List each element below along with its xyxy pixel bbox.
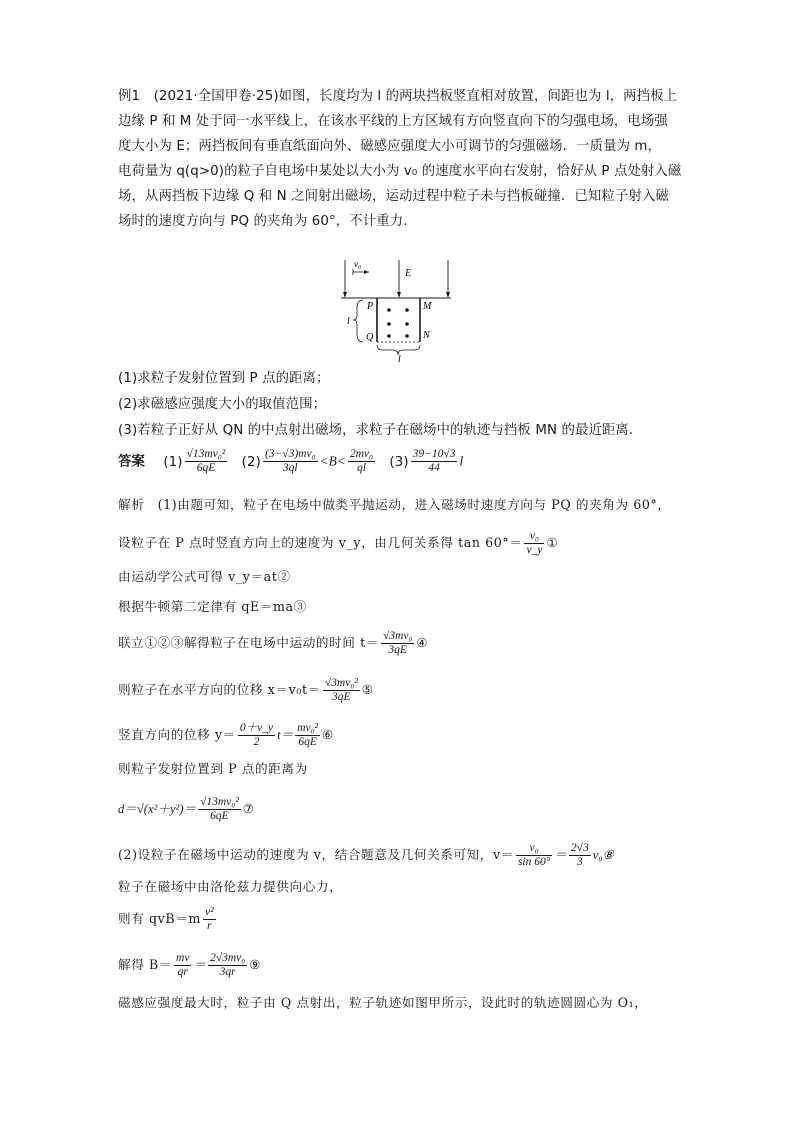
solution-line-14: 磁感应强度最大时，粒子由 Q 点射出，粒子轨迹如图甲所示，设此时的轨迹圆圆心为 O₁， xyxy=(118,995,648,1010)
solution-line-8: 则粒子发射位置到 P 点的距离为 xyxy=(118,761,308,776)
solution-line-9: d＝√(x²＋y²)＝ $\frac{\text{√13mv₀²}}{6qE}$ ⑦ xyxy=(118,796,255,822)
solution-line-7: 竖直方向的位移 y＝ $\frac{0+v\_y}{2}$ t＝ $\frac{\text{mv₀²}}{6qE}$ ⑥ xyxy=(118,722,334,748)
solution-line-11: 粒子在磁场中由洛伦兹力提供向心力， xyxy=(118,879,343,894)
answer-part-2: (2) xyxy=(241,454,261,470)
problem-line-6: 场时的速度方向与 PQ 的夹角为 60°，不计重力． xyxy=(118,214,417,229)
answer-3-unit: l xyxy=(459,453,464,469)
answer-part-3: (3) xyxy=(389,454,409,470)
solution-line-4: 根据牛顿第二定律有 qE＝ma③ xyxy=(118,599,307,614)
solution-line-5: 联立①②③解得粒子在电场中运动的时间 t＝ $\frac{\text{√3mv₀}}{3qE}$ ④ xyxy=(118,630,429,656)
solution-line-2: 设粒子在 P 点时竖直方向上的速度为 v_y，由几何关系得 tan 60°＝ $\frac{\text{v₀}}{v\_y}$ ① xyxy=(118,530,559,556)
problem-line-1: 例1 (2021·全国甲卷·25)如图，长度均为 l 的两块挡板竖直相对放置，间距也为 l，两挡板上 xyxy=(118,89,678,104)
answer-label: 答案 xyxy=(118,454,145,470)
label-N: N xyxy=(423,330,430,341)
solution-line-13: 解得 B＝ $\frac{mv}{qr}$ ＝ $\frac{\text{2√3mv₀}}{3qr}$ ⑨ xyxy=(118,952,262,978)
label-P: P xyxy=(367,301,374,312)
solution-line-1: 解析 (1)由题可知，粒子在电场中做类平抛运动，进入磁场时速度方向与 PQ 的夹角为 60°， xyxy=(118,497,671,512)
problem-line-4: 电荷量为 q(q>0)的粒子自电场中某处以大小为 v₀ 的速度水平向右发射，恰好从 P 点处射入磁 xyxy=(118,164,682,179)
physics-diagram xyxy=(335,256,465,362)
label-Q: Q xyxy=(366,332,374,343)
label-v0: v₀ xyxy=(354,259,362,269)
label-l-left: l xyxy=(347,316,350,327)
question-1: (1)求粒子发射位置到 P 点的距离； xyxy=(118,371,330,386)
label-E: E xyxy=(405,268,412,279)
answer-2-lower-fraction: $\frac{\text{(3−√3)mv₀}}{3ql}$ xyxy=(264,448,316,474)
solution-line-10: (2)设粒子在磁场中运动的速度为 v，结合题意及几何关系可知，v＝ $\frac{\text{v₀}}{\sin 60^\circ}$ ＝ $\frac{2√3}{3}$ v₀⑧ xyxy=(118,842,614,868)
label-M: M xyxy=(423,301,432,312)
answer-1-fraction: $\frac{\text{√13mv₀²}}{6qE}$ xyxy=(186,448,226,474)
question-3: (3)若粒子正好从 QN 的中点射出磁场，求粒子在磁场中的轨迹与挡板 MN 的最近距离． xyxy=(118,423,643,438)
solution-line-12: 则有 qvB＝m $\frac{\text{v²}}{r}$ xyxy=(118,906,214,932)
label-l-bottom: l xyxy=(398,354,401,362)
answer-2-upper-fraction: $\frac{\text{2mv₀}}{ql}$ xyxy=(349,448,374,474)
solution-line-6: 则粒子在水平方向的位移 x＝v₀t＝ $\frac{\text{√3mv₀²}}{3qE}$ ⑤ xyxy=(118,677,374,703)
solution-line-3: 由运动学公式可得 v_y＝at② xyxy=(118,569,291,584)
question-2: (2)求磁感应强度大小的取值范围； xyxy=(118,397,327,412)
problem-line-3: 度大小为 E；两挡板间有垂直纸面向外、磁感应强度大小可调节的匀强磁场．一质量为 m， xyxy=(118,139,662,154)
answer-part-1: (1) xyxy=(163,454,183,470)
problem-line-2: 边缘 P 和 M 处于同一水平线上，在该水平线的上方区域有方向竖直向下的匀强电场，电场强 xyxy=(118,114,668,129)
problem-line-5: 场，从两挡板下边缘 Q 和 N 之间射出磁场，运动过程中粒子未与挡板碰撞．已知粒子射入磁 xyxy=(118,189,669,204)
answer-2-range: <B< xyxy=(319,453,346,469)
answer-3-fraction: $\frac{39-10√3}{44}$ xyxy=(412,448,456,474)
answer-line xyxy=(118,448,463,475)
